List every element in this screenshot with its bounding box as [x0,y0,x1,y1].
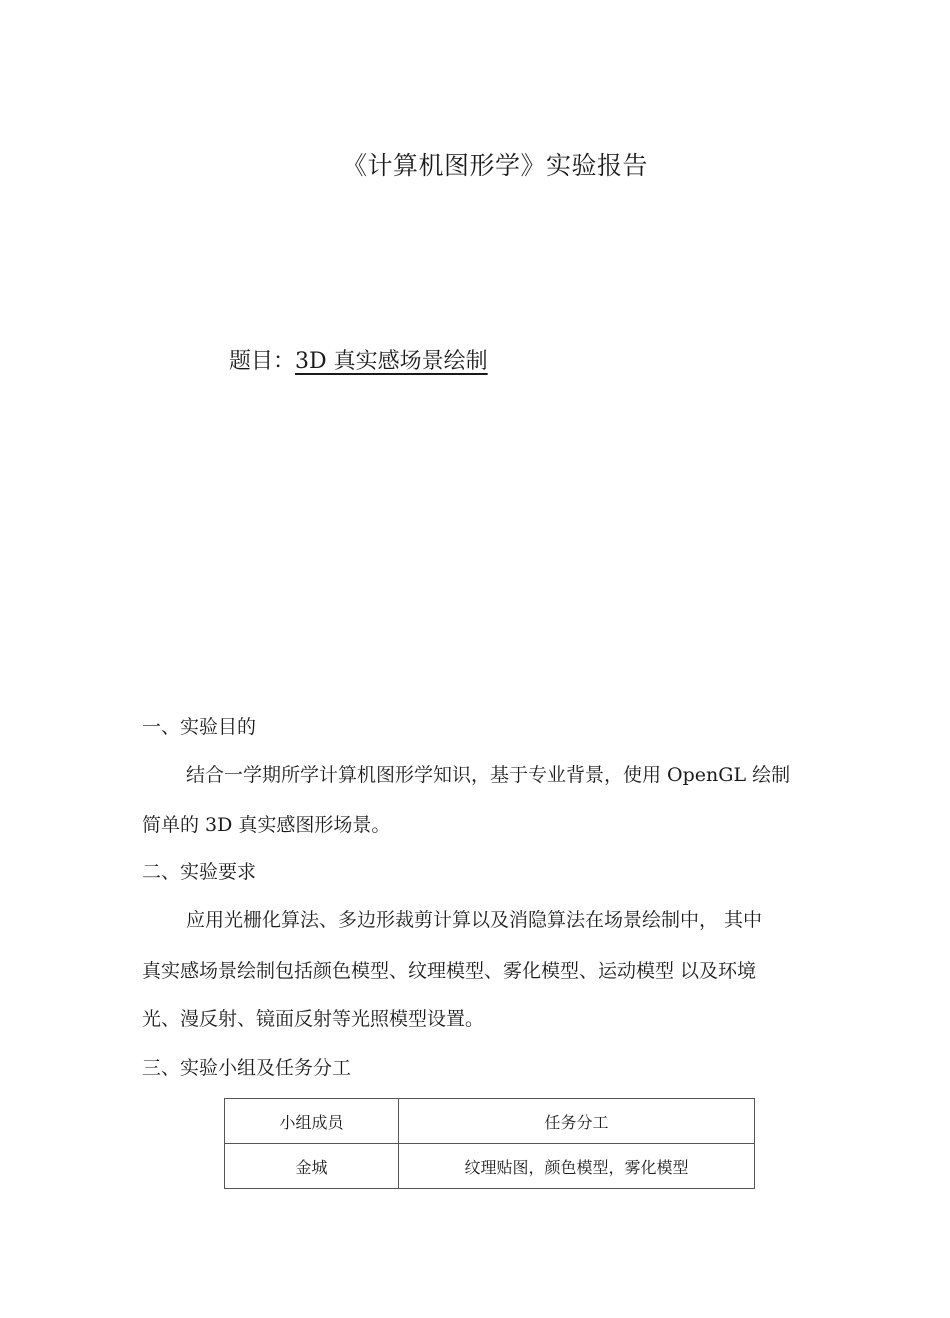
table-row [225,1144,755,1189]
subject-label: 题目： [229,349,296,374]
paragraph-line: 应用光栅化算法、多边形裁剪计算以及消隐算法在场景绘制中， 其中 [186,909,763,931]
table-header-members: 小组成员 [225,1099,399,1144]
report-title: 《计算机图形学》实验报告 [341,151,648,180]
section-heading-requirements: 二、实验要求 [142,861,257,883]
task-table [224,1098,755,1189]
section-heading-team: 三、实验小组及任务分工 [142,1057,352,1079]
table-header-row [225,1099,755,1144]
table-header-tasks: 任务分工 [399,1099,755,1144]
section-heading-purpose: 一、实验目的 [142,716,257,738]
subject-value: 3D 真实感场景绘制 [295,349,488,374]
paragraph-line: 简单的 3D 真实感图形场景。 [142,814,391,836]
paragraph-line: 光、漫反射、镜面反射等光照模型设置。 [142,1008,485,1030]
table-cell-task: 纹理贴图，颜色模型，雾化模型 [399,1144,755,1189]
paragraph-line: 真实感场景绘制包括颜色模型、纹理模型、雾化模型、运动模型 以及环境 [142,960,757,982]
report-subject [229,344,488,375]
paragraph-line: 结合一学期所学计算机图形学知识，基于专业背景，使用 OpenGL 绘制 [186,764,791,786]
table-cell-member: 金城 [225,1144,399,1189]
